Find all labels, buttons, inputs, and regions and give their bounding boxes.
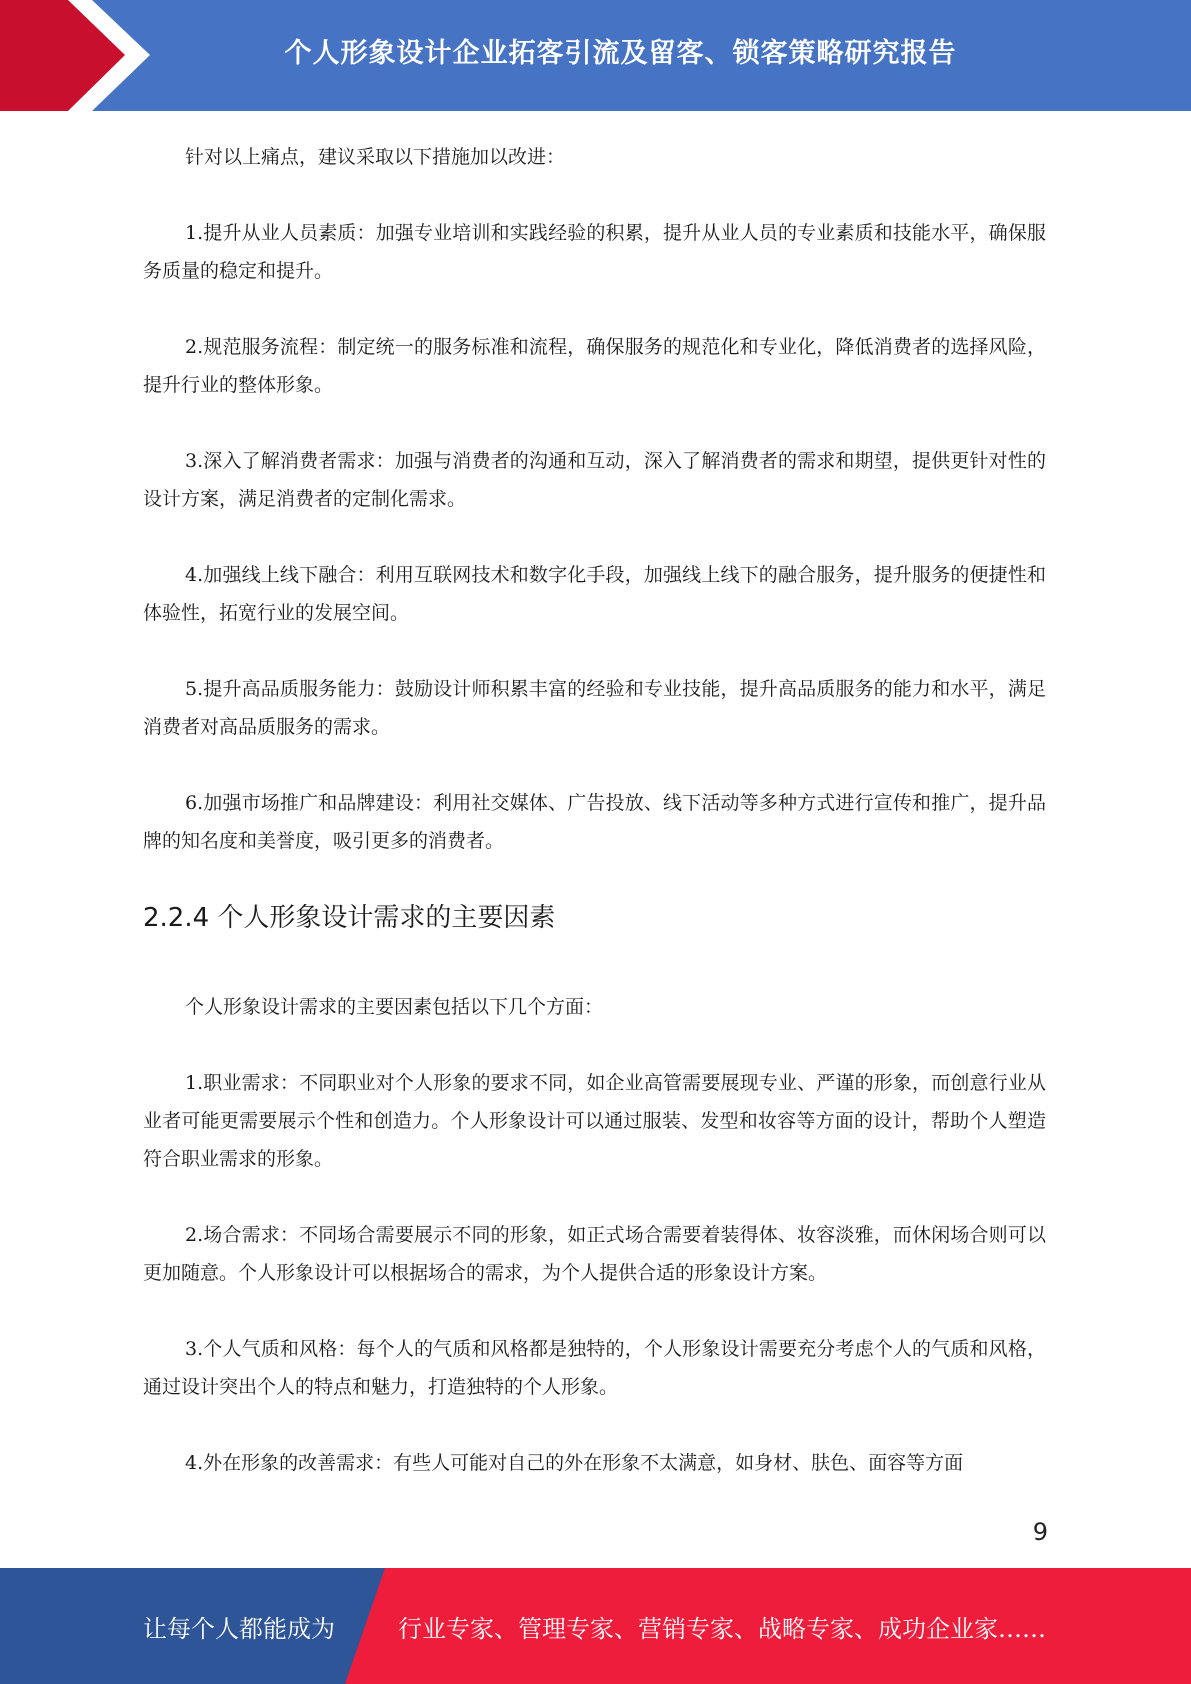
- paragraph: 针对以上痛点，建议采取以下措施加以改进：: [185, 146, 566, 168]
- paragraph: 6.加强市场推广和品牌建设：利用社交媒体、广告投放、线下活动等多种方式进行宣传和推广，提升品牌的知名度和美誉度，吸引更多的消费者。: [143, 792, 1046, 852]
- paragraph: 4.外在形象的改善需求：有些人可能对自己的外在形象不太满意，如身材、肤色、面容等方面: [185, 1452, 964, 1474]
- footer-slogan-right: 行业专家、管理专家、营销专家、战略专家、成功企业家……: [398, 1614, 1046, 1643]
- page-footer: [0, 1568, 1191, 1684]
- paragraph: 个人形象设计需求的主要因素包括以下几个方面：: [185, 996, 604, 1018]
- paragraph: 1.提升从业人员素质：加强专业培训和实践经验的积累，提升从业人员的专业素质和技能水平，确保服务质量的稳定和提升。: [143, 222, 1046, 282]
- report-title: 个人形象设计企业拓客引流及留客、锁客策略研究报告: [284, 37, 957, 69]
- paragraph: 1.职业需求：不同职业对个人形象的要求不同，如企业高管需要展现专业、严谨的形象，而创意行业从业者可能更需要展示个性和创造力。个人形象设计可以通过服装、发型和妆容等方面的设计，帮助个人塑造符合职业需求的形象。: [143, 1072, 1046, 1170]
- paragraph: 2.场合需求：不同场合需要展示不同的形象，如正式场合需要着装得体、妆容淡雅，而休闲场合则可以更加随意。个人形象设计可以根据场合的需求，为个人提供合适的形象设计方案。: [143, 1224, 1046, 1284]
- footer-slogan-left: 让每个人都能成为: [143, 1614, 335, 1643]
- paragraph: 5.提升高品质服务能力：鼓励设计师积累丰富的经验和专业技能，提升高品质服务的能力和水平，满足消费者对高品质服务的需求。: [143, 678, 1046, 738]
- page-header: [0, 0, 1191, 111]
- paragraph: 2.规范服务流程：制定统一的服务标准和流程，确保服务的规范化和专业化，降低消费者的选择风险，提升行业的整体形象。: [143, 336, 1046, 396]
- page-number: 9: [1032, 1518, 1048, 1546]
- paragraph: 3.深入了解消费者需求：加强与消费者的沟通和互动，深入了解消费者的需求和期望，提供更针对性的设计方案，满足消费者的定制化需求。: [143, 450, 1046, 510]
- section-heading: 2.2.4 个人形象设计需求的主要因素: [143, 903, 556, 933]
- page-body: [143, 138, 1046, 1520]
- paragraph: 3.个人气质和风格：每个人的气质和风格都是独特的，个人形象设计需要充分考虑个人的气质和风格，通过设计突出个人的特点和魅力，打造独特的个人形象。: [143, 1338, 1046, 1398]
- paragraph: 4.加强线上线下融合：利用互联网技术和数字化手段，加强线上线下的融合服务，提升服务的便捷性和体验性，拓宽行业的发展空间。: [143, 564, 1046, 624]
- chevron-decoration-icon: [0, 0, 160, 111]
